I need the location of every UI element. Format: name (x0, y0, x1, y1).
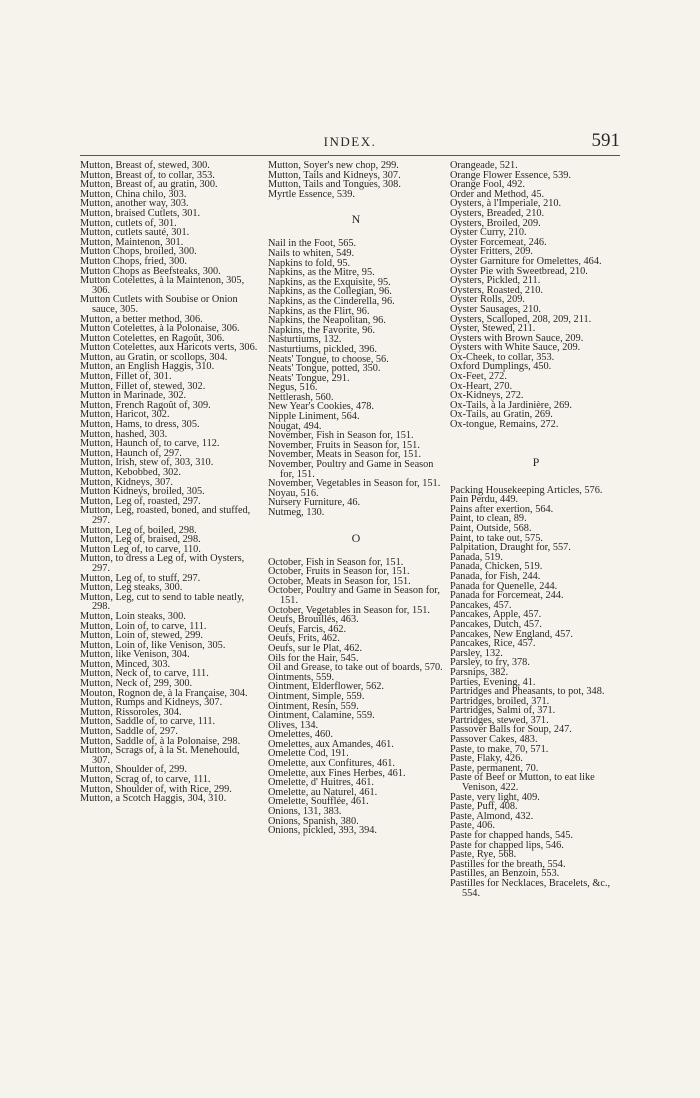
index-entry: Oysters, Broiled, 209. (450, 217, 541, 229)
index-entry: Neats' Tongue, potted, 350. (268, 363, 381, 375)
index-entry: Mutton, Loin steaks, 300. (80, 610, 186, 622)
index-entry: Mutton Cotelettes, en Ragoût, 306. (80, 332, 225, 344)
index-entry: Ox-Kidneys, 272. (450, 390, 524, 402)
index-entry: Mutton, Shoulder of, 299. (80, 764, 187, 776)
index-entry: Paste for chapped hands, 545. (450, 830, 573, 841)
entry-list (450, 161, 622, 430)
header-rule (80, 155, 620, 156)
index-entry: Ointment, Elderflower, 562. (268, 681, 384, 693)
index-entry: Napkins, as the Cinderella, 96. (268, 295, 395, 307)
section-heading-o: O (351, 530, 361, 545)
index-entry: Mutton, an English Haggis, 310. (80, 361, 215, 373)
index-column-2 (268, 161, 444, 836)
index-entry: Oysters, Scalloped, 208, 209, 211. (450, 313, 592, 325)
index-entry: November, Fish in Season for, 151. (268, 430, 414, 442)
index-entry: Mutton Kidneys, broiled, 305. (80, 486, 205, 498)
index-entry: Mutton, Breast of, au gratin, 300. (80, 179, 218, 191)
index-entry: Napkins, as the Collegian, 96. (268, 286, 392, 298)
index-entry: Oysters, Pickled, 211. (450, 275, 541, 287)
index-entry: Oeufs, Brouillés, 463. (268, 614, 359, 626)
index-entry: Napkins, the Neapolitan, 96. (268, 315, 386, 327)
index-entry: New Year's Cookies, 478. (268, 401, 374, 413)
index-entry: Mutton, a better method, 306. (80, 313, 203, 325)
index-entry: Nipple Liniment, 564. (268, 411, 360, 423)
index-entry: Mutton Cotelettes, à la Maintenon, 305, 306. (80, 275, 245, 296)
index-entry: Ox-Feet, 272. (450, 371, 507, 383)
index-column-3 (450, 161, 622, 898)
index-entry: Omelettes, 460. (268, 729, 333, 741)
index-entry: Mutton, Tails and Tongues, 308. (268, 179, 401, 191)
entry-list (80, 161, 260, 804)
page-header (80, 130, 620, 154)
index-entry: Oyster Sausages, 210. (450, 303, 541, 315)
index-entry: Orange Fool, 492. (450, 179, 525, 191)
index-entry: Oysters, Breaded, 210. (450, 207, 545, 219)
index-entry: Paint, to clean, 89. (450, 513, 527, 525)
index-entry: Paste, permanent, 70. (450, 762, 539, 774)
index-entry: Mutton Cotelettes, à la Polonaise, 306. (80, 323, 240, 335)
index-entry: Mutton, Soyer's new chop, 299. (268, 160, 399, 171)
index-entry: Pains after exertion, 564. (450, 503, 554, 515)
index-entry: Mutton, Saddle of, 297. (80, 726, 178, 738)
index-entry: Napkins, as the Exquisite, 95. (268, 276, 391, 288)
index-entry: Ointment, Calamine, 559. (268, 710, 375, 722)
index-entry: Olives, 134. (268, 719, 319, 731)
index-entry: Ointment, Resin, 559. (268, 700, 359, 712)
index-column-1 (80, 161, 260, 804)
index-entry: Packing Housekeeping Articles, 576. (450, 484, 603, 496)
index-entry: Ox-Tails, au Gratin, 269. (450, 409, 553, 421)
index-entry: Nail in the Foot, 565. (268, 238, 357, 250)
index-entry: Mutton, Fillet of, stewed, 302. (80, 380, 206, 392)
index-entry: Mutton, French Ragoût of, 309. (80, 399, 211, 411)
index-entry: Oyster Garniture for Omelettes, 464. (450, 255, 602, 267)
index-entry: Mutton Chops, fried, 300. (80, 255, 187, 267)
index-entry: Oyster Forcemeat, 246. (450, 236, 547, 248)
index-entry: Mutton, braised Cutlets, 301. (80, 207, 201, 219)
index-entry: Nasturtiums, 132. (268, 334, 342, 346)
index-entry: Mutton, Breast of, to collar, 353. (80, 169, 215, 181)
index-entry: Pancakes, Apple, 457. (450, 609, 542, 621)
page-title: INDEX. (323, 134, 377, 149)
index-entry: Oeufs, sur le Plat, 462. (268, 642, 363, 654)
index-entry: Pancakes, New England, 457. (450, 628, 573, 640)
index-entry: Mutton, Fillet of, 301. (80, 371, 172, 383)
index-entry: Mutton, Leg of, roasted, 297. (80, 495, 201, 507)
index-entry: Ointments, 559. (268, 671, 335, 683)
index-entry: Omelette, aux Confitures, 461. (268, 758, 395, 770)
index-entry: Oysters with Brown Sauce, 209. (450, 332, 584, 344)
index-entry: Mutton, another way, 303. (80, 198, 189, 210)
index-entry: Mutton, China chilo, 303. (80, 188, 187, 200)
index-entry: Pancakes, 457. (450, 599, 512, 611)
index-entry: Oeufs, Farcis, 462. (268, 623, 347, 635)
index-entry: Napkins to fold, 95. (268, 257, 351, 269)
index-entry: Mutton, Shoulder of, with Rice, 299. (80, 783, 232, 795)
index-entry: Oysters, Roasted, 210. (450, 284, 543, 296)
index-entry: Paste, Puff, 408. (450, 801, 518, 813)
index-entry: Mutton, Kebobbed, 302. (80, 467, 181, 478)
index-entry: Mutton, Tails and Kidneys, 307. (268, 169, 401, 181)
index-entry: October, Meats in Season for, 151. (268, 575, 411, 587)
index-entry: Nettlerash, 560. (268, 391, 334, 403)
index-entry: Parties, Evening, 41. (450, 676, 536, 688)
index-entry: Omelette, d' Huitres, 461. (268, 777, 374, 789)
index-entry: Mutton, Neck of, 299, 300. (80, 678, 193, 690)
index-entry: Mutton, Hams, to dress, 305. (80, 419, 200, 431)
index-entry: Noyau, 516. (268, 487, 319, 499)
index-entry: Mouton, Rognon de, à la Française, 304. (80, 687, 248, 699)
index-entry: Mutton, Irish, stew of, 303, 310. (80, 457, 214, 469)
index-entry: November, Vegetables in Season for, 151. (268, 478, 441, 490)
index-entry: Neats' Tongue, to choose, 56. (268, 353, 389, 365)
index-entry: Ox-tongue, Remains, 272. (450, 419, 559, 431)
index-entry: Omelette, Soufflée, 461. (268, 796, 369, 808)
index-entry: Orange Flower Essence, 539. (450, 169, 571, 181)
index-entry: Paste for chapped lips, 546. (450, 839, 564, 851)
index-entry: Panada for Quenelle, 244. (450, 580, 558, 592)
index-entry: Oyster Curry, 210. (450, 227, 527, 239)
index-entry: Order and Method, 45. (450, 188, 545, 200)
index-entry: Mutton Cutlets with Soubise or Onion sauce, 305. (80, 294, 238, 315)
index-entry: Myrtle Essence, 539. (268, 188, 355, 200)
index-entry: October, Vegetables in Season for, 151. (268, 604, 430, 616)
index-entry: Oils for the Hair, 545. (268, 652, 359, 664)
page-number: 591 (591, 130, 620, 151)
index-entry: Mutton, Leg, cut to send to table neatly, 298. (80, 591, 245, 613)
index-entry: Paste, Almond, 432. (450, 810, 534, 822)
index-entry: November, Meats in Season for, 151. (268, 449, 422, 461)
index-entry: Napkins, as the Flirt, 96. (268, 305, 370, 317)
index-entry: Mutton, Leg of, braised, 298. (80, 534, 201, 546)
index-entry: Mutton, Haricot, 302. (80, 409, 170, 421)
index-entry: Mutton, a Scotch Haggis, 304, 310. (80, 793, 227, 805)
index-entry: Mutton, to dress a Leg of, with Oysters, 297. (80, 553, 245, 574)
index-entry: Nursery Furniture, 46. (268, 497, 361, 509)
index-entry: Panada, Chicken, 519. (450, 561, 543, 573)
index-entry: Mutton, Kidneys, 307. (80, 476, 173, 488)
index-entry: Panada, 519. (450, 551, 503, 563)
index-entry: Partridges, Salmi of, 371. (450, 705, 556, 717)
index-entry: Mutton, Saddle of, to carve, 111. (80, 716, 216, 728)
index-entry: Ox-Tails, à la Jardinière, 269. (450, 399, 572, 411)
index-entry: October, Poultry and Game in Season for, 151. (268, 585, 440, 606)
index-entry: Mutton in Marinade, 302. (80, 390, 187, 402)
index-entry: Napkins, as the Mitre, 95. (268, 267, 375, 279)
index-entry: Partridges and Pheasants, to pot, 348. (450, 686, 605, 698)
index-entry: Parsley, 132. (450, 647, 503, 659)
index-entry: Mutton, Rissoroles, 304. (80, 706, 182, 718)
index-entry: Mutton, cutlets of, 301. (80, 217, 177, 229)
index-entry: Paste, 406. (450, 820, 495, 832)
index-entry: Mutton, Leg steaks, 300. (80, 582, 183, 594)
index-entry: Pancakes, Dutch, 457. (450, 618, 542, 630)
index-entry: November, Poultry and Game in Season for, 151. (268, 459, 434, 480)
index-entry: Mutton, Neck of, to carve, 111. (80, 668, 209, 680)
section-heading-p: P (532, 454, 540, 469)
index-entry: Mutton Leg of, to carve, 110. (80, 543, 201, 555)
index-entry: Parsnips, 382. (450, 666, 509, 678)
index-entry: Oyster Pie with Sweetbread, 210. (450, 265, 588, 277)
index-entry: Mutton Cotelettes, aux Haricots verts, 306. (80, 342, 258, 354)
index-entry: Paste, very light, 409. (450, 791, 540, 803)
index-entry: Pastilles for Necklaces, Bracelets, &c., 554. (450, 877, 611, 899)
index-entry: Oysters with White Sauce, 209. (450, 342, 581, 354)
index-entry: Nails to whiten, 549. (268, 247, 355, 259)
index-entry: Neats' Tongue, 291. (268, 372, 350, 384)
index-entry: Mutton, Saddle of, à la Polonaise, 298. (80, 735, 241, 747)
index-entry: Oyster Rolls, 209. (450, 294, 525, 306)
index-entry: Onions, 131, 383. (268, 806, 342, 818)
index-entry: Orangeade, 521. (450, 160, 518, 171)
index-entry: Nasturtiums, pickled, 396. (268, 343, 377, 355)
index-entry: Passover Cakes, 483. (450, 734, 538, 746)
index-entry: Oysters, à l'Imperiale, 210. (450, 198, 562, 210)
index-entry: Pancakes, Rice, 457. (450, 638, 536, 650)
index-entry: Mutton Chops, broiled, 300. (80, 246, 197, 258)
index-entry: Paint, to take out, 575. (450, 532, 543, 544)
index-entry: Paste, to make, 70, 571. (450, 743, 549, 755)
index-entry: Oyster, Stewed, 211. (450, 323, 536, 335)
index-entry: Partridges, stewed, 371. (450, 714, 549, 726)
index-entry: Palpitation, Draught for, 557. (450, 542, 571, 554)
index-entry: Mutton, Leg of, to stuff, 297. (80, 572, 201, 584)
index-entry: Mutton, Loin of, like Venison, 305. (80, 639, 226, 651)
index-entry: Nougat, 494. (268, 420, 322, 432)
index-entry: Pastilles for the breath, 554. (450, 858, 566, 870)
index-entry: Parsley, to fry, 378. (450, 657, 530, 669)
index-entry: Partridges, broiled, 371. (450, 695, 550, 707)
index-entry: Ointment, Simple, 559. (268, 690, 365, 702)
index-entry: Oxford Dumplings, 450. (450, 361, 552, 373)
index-entry: Mutton, Haunch of, 297. (80, 447, 182, 459)
index-entry: Ox-Heart, 270. (450, 380, 513, 392)
index-entry: Mutton, Haunch of, to carve, 112. (80, 438, 220, 450)
entry-list (268, 161, 444, 199)
index-entry: Paste of Beef or Mutton, to eat like Venison, 422. (450, 772, 595, 794)
index-entry: Mutton, Maintenon, 301. (80, 236, 184, 248)
entry-list (268, 558, 444, 836)
index-entry: Napkins, the Favorite, 96. (268, 324, 375, 336)
index-entry: Mutton, Loin of, to carve, 111. (80, 620, 207, 632)
index-entry: November, Fruits in Season for, 151. (268, 439, 420, 451)
index-entry: Mutton, Leg, roasted, boned, and stuffed, 297. (80, 505, 251, 526)
index-entry: October, Fish in Season for, 151. (268, 556, 404, 568)
index-entry: Mutton, Loin of, stewed, 299. (80, 630, 203, 642)
index-entry: Mutton, Scrags of, à la St. Menehould, 307. (80, 745, 240, 766)
index-entry: Mutton Chops as Beefsteaks, 300. (80, 265, 221, 277)
index-entry: October, Fruits in Season for, 151. (268, 566, 410, 578)
index-entry: Ox-Cheek, to collar, 353. (450, 351, 555, 363)
index-entry: Omelette Cod, 191. (268, 748, 349, 760)
index-entry: Mutton, Breast of, stewed, 300. (80, 160, 210, 171)
index-entry: Omelette, aux Fines Herbes, 461. (268, 767, 406, 779)
index-entry: Oyster Fritters, 209. (450, 246, 533, 258)
index-entry: Onions, pickled, 393, 394. (268, 825, 377, 837)
index-entry: Panada, for Fish, 244. (450, 570, 541, 582)
index-entry: Omelette, au Naturel, 461. (268, 786, 378, 798)
index-entry: Mutton, cutlets sauté, 301. (80, 227, 190, 239)
index-entry: Paste, Rye, 568. (450, 849, 517, 861)
index-entry: Mutton, like Venison, 304. (80, 649, 190, 661)
index-entry: Paint, Outside, 568. (450, 523, 532, 534)
index-entry: Mutton, Minced, 303. (80, 658, 171, 670)
index-entry: Pain Perdu, 449. (450, 494, 519, 506)
index-entry: Mutton, au Gratin, or scollops, 304. (80, 351, 228, 363)
index-entry: Negus, 516. (268, 382, 318, 394)
index-entry: Paste, Flaky, 426. (450, 753, 523, 765)
index-entry: Mutton, Leg of, boiled, 298. (80, 524, 197, 536)
index-entry: Nutmeg, 130. (268, 507, 325, 518)
index-entry: Panada for Forcemeat, 244. (450, 590, 564, 602)
index-entry: Mutton, Scrag of, to carve, 111. (80, 774, 211, 785)
index-entry: Pastilles, an Benzoin, 553. (450, 868, 560, 880)
index-entry: Onions, Spanish, 380. (268, 815, 359, 827)
index-entry: Mutton, Rumps and Kidneys, 307. (80, 697, 223, 709)
index-entry: Omelettes, aux Amandes, 461. (268, 738, 394, 750)
index-entry: Mutton, hashed, 303. (80, 428, 168, 440)
section-heading-n: N (351, 212, 361, 227)
index-entry: Oeufs, Frits, 462. (268, 633, 340, 645)
entry-list (450, 486, 622, 899)
entry-list (268, 239, 444, 517)
index-entry: Oil and Grease, to take out of boards, 570. (268, 662, 443, 674)
index-entry: Passover Balls for Soup, 247. (450, 724, 572, 736)
